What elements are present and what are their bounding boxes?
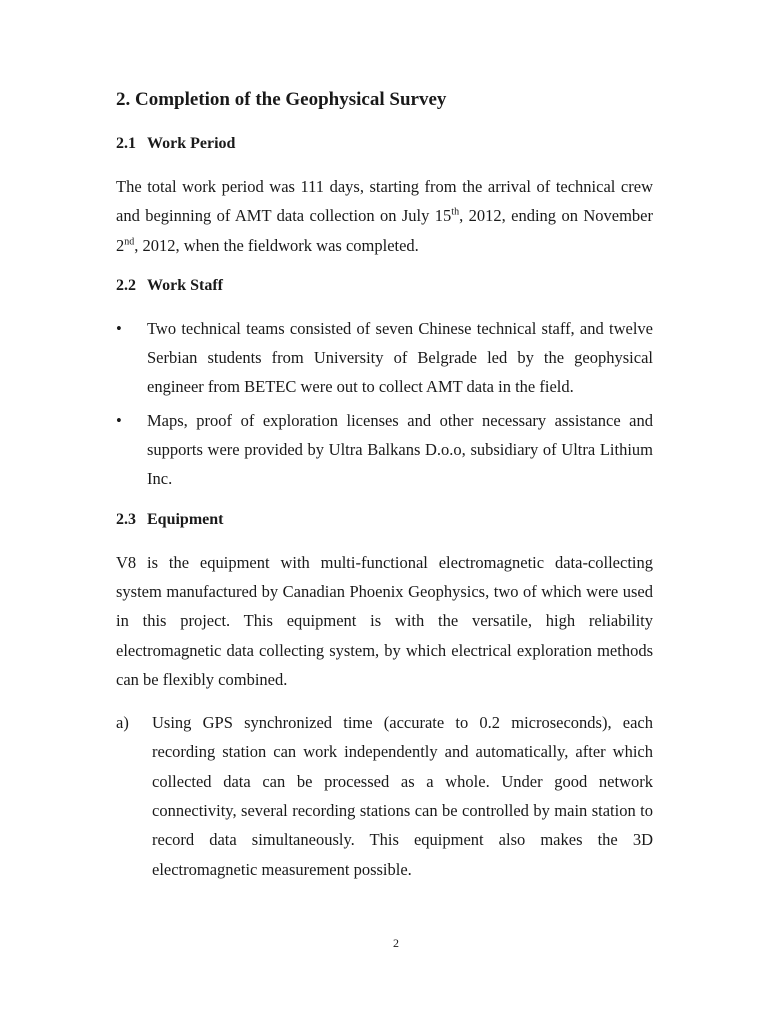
equipment-features-list: [116, 708, 653, 884]
section-heading-work-period: [116, 132, 653, 156]
page-number: 2: [393, 936, 399, 950]
equipment-paragraph: V8 is the equipment with multi-functional electromagnetic data-collecting system manufactured by Canadian Phoenix Geophysics, two of which were used in this project. This equipment is with the versatile, high reliability electromagnetic data collecting system, by which electrical exploration methods can be flexibly combined.: [116, 552, 653, 689]
list-marker: a): [116, 713, 129, 733]
bullet-icon: •: [116, 410, 122, 430]
document-page: [116, 86, 653, 884]
section-title: Work Period: [147, 135, 236, 152]
list-item: [116, 406, 653, 494]
work-staff-list: [116, 314, 653, 494]
section-title: Work Staff: [147, 276, 223, 294]
work-period-paragraph: [116, 172, 653, 260]
paragraph-text: , 2012, when the fieldwork was completed.: [134, 235, 419, 255]
paragraph-text: , 2012, ending on November 2: [116, 206, 653, 255]
section-number: 2.3: [116, 510, 136, 528]
paragraph-text: The total work period was 111 days, starting from the arrival of technical crew and beginning of AMT data collection on July 15: [116, 177, 653, 226]
list-item-text: Maps, proof of exploration licenses and other necessary assistance and supports were provided by Ultra Balkans D.o.o, subsidiary of Ultra Lithium Inc.: [147, 410, 653, 489]
bullet-icon: •: [116, 318, 122, 338]
section-number: 2.1: [116, 135, 136, 152]
ordinal-suffix: nd: [124, 236, 135, 248]
section-heading-equipment: [116, 508, 653, 532]
section-number: 2.2: [116, 276, 136, 294]
section-title: Equipment: [147, 510, 224, 528]
section-heading-work-staff: [116, 274, 653, 298]
list-item-text: Using GPS synchronized time (accurate to 0.2 microseconds), each recording station can work independently and automatically, after which collected data can be processed as a whole. Under good network connectivity, several recording stations can be controlled by main station to record data simultaneously. This equipment also makes the 3D electromagnetic measurement possible.: [152, 713, 653, 879]
list-item: [116, 708, 653, 884]
list-item-text: Two technical teams consisted of seven Chinese technical staff, and twelve Serbian students from University of Belgrade led by the geophysical engineer from BETEC were out to collect AMT data in the field.: [147, 318, 653, 397]
list-item: [116, 314, 653, 402]
chapter-heading: 2. Completion of the Geophysical Survey: [116, 89, 447, 110]
ordinal-suffix: th: [451, 206, 460, 218]
